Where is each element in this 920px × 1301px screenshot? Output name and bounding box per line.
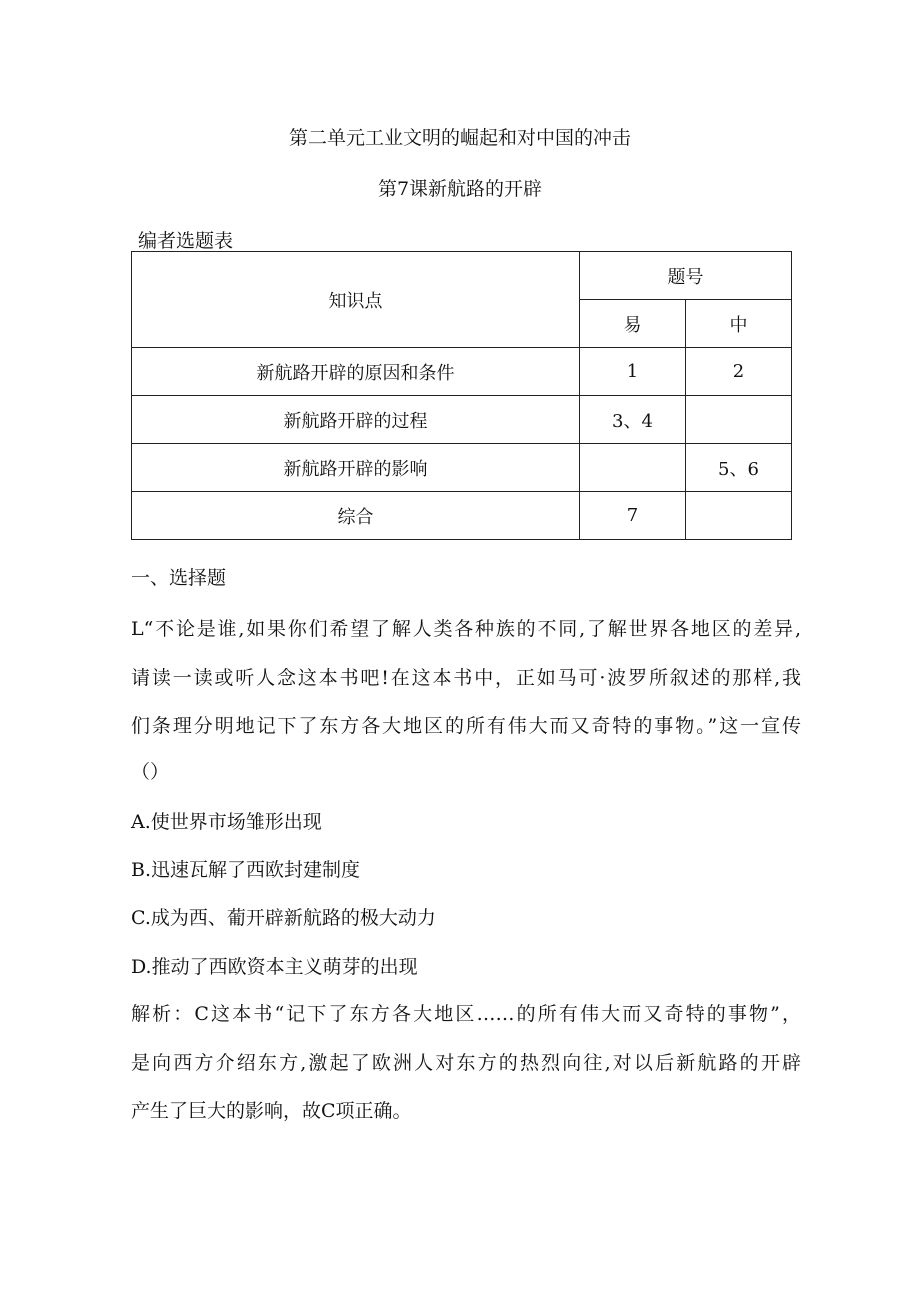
easy-cell: 7 [580,492,686,540]
table-header-row [132,252,792,300]
question-stem-line: 们条理分明地记下了东方各大地区的所有伟大而又奇特的事物。”这一宣传 [131,715,801,737]
easy-header: 易 [580,300,686,348]
table-row [132,348,792,396]
topic-cell: 新航路开辟的原因和条件 [132,348,580,396]
option-b: B.迅速瓦解了西欧封建制度 [131,859,361,881]
easy-cell: 1 [580,348,686,396]
easy-cell: 3、4 [580,396,686,444]
unit-title: 第二单元工业文明的崛起和对中国的冲击 [288,127,631,149]
medium-header: 中 [686,300,792,348]
answer-blank: （） [131,761,170,783]
analysis-line: 解析：C这本书“记下了东方各大地区……的所有伟大而又奇特的事物”， [131,1003,801,1025]
table-caption: 编者选题表 [138,230,234,252]
table-row [132,492,792,540]
topic-cell: 综合 [132,492,580,540]
table-row [132,396,792,444]
option-a: A.使世界市场雏形出现 [131,811,322,833]
knowledge-header: 知识点 [132,252,580,348]
option-d: D.推动了西欧资本主义萌芽的出现 [131,956,418,978]
option-c: C.成为西、葡开辟新航路的极大动力 [131,907,436,929]
easy-cell [580,444,686,492]
question-number-header: 题号 [580,252,792,300]
question-stem-line: 请读一读或听人念这本书吧!在这本书中，正如马可·波罗所叙述的那样,我 [131,667,801,689]
analysis-line: 产生了巨大的影响，故C项正确。 [131,1100,412,1122]
analysis-line: 是向西方介绍东方,激起了欧洲人对东方的热烈向往,对以后新航路的开辟 [131,1052,801,1074]
topic-cell: 新航路开辟的影响 [132,444,580,492]
medium-cell [686,396,792,444]
lesson-title: 第7课新航路的开辟 [377,178,543,200]
medium-cell [686,492,792,540]
topic-cell: 新航路开辟的过程 [132,396,580,444]
table-row [132,444,792,492]
medium-cell: 2 [686,348,792,396]
question-selection-table [131,251,792,540]
medium-cell: 5、6 [686,444,792,492]
section-heading: 一、选择题 [131,567,227,589]
question-stem-line: L“不论是谁,如果你们希望了解人类各种族的不同,了解世界各地区的差异, [131,618,801,640]
